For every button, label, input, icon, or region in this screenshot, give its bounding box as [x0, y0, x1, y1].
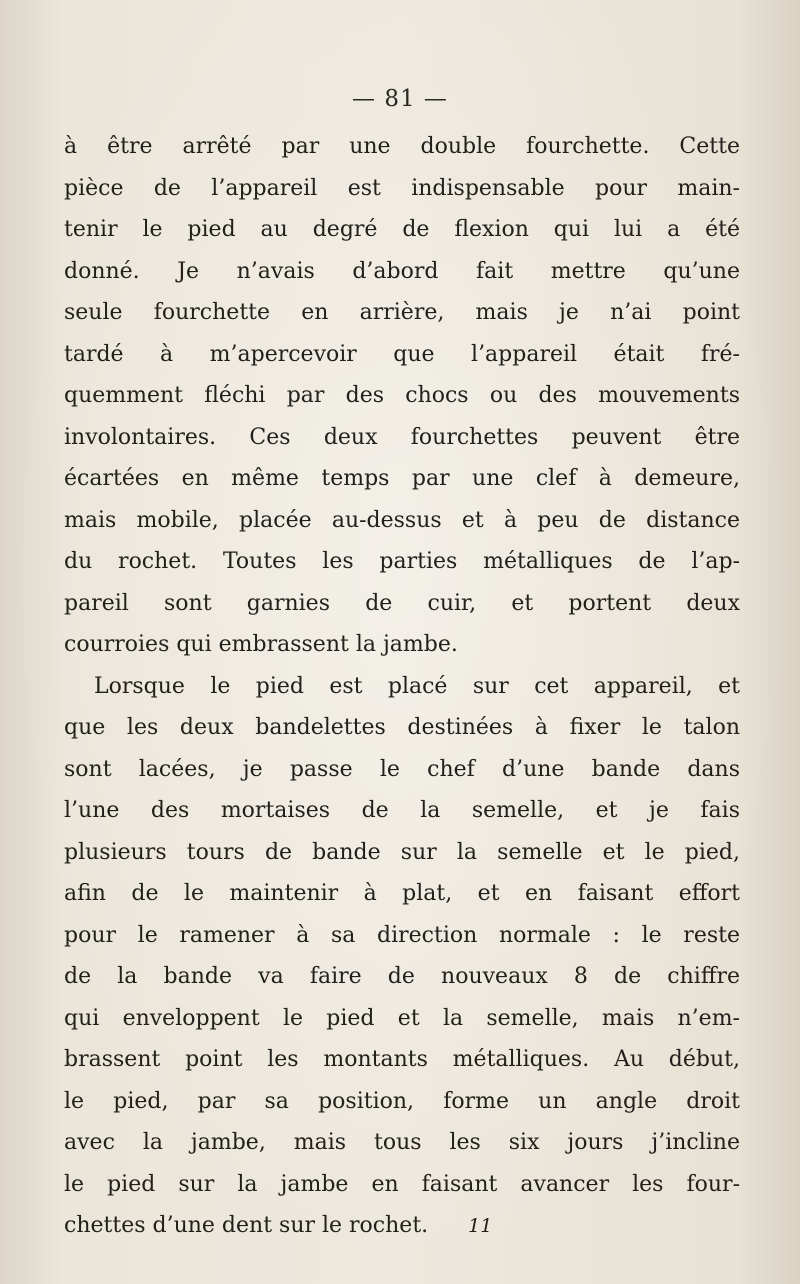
text-line: quemment fléchi par des chocs ou des mouvements [64, 383, 740, 408]
text-line: du rochet. Toutes les parties métalliques de l’ap- [64, 549, 740, 574]
text-line: afin de le maintenir à plat, et en faisant effort [64, 881, 740, 906]
text-line: mais mobile, placée au-dessus et à peu de distance [64, 507, 740, 533]
text-line: de la bande va faire de nouveaux 8 de chiffre [64, 964, 740, 989]
text-line: à être arrêté par une double fourchette. Cette [64, 134, 740, 159]
text-line: avec la jambe, mais tous les six jours j’incline [64, 1130, 740, 1155]
text-line-paragraph-start: Lorsque le pied est placé sur cet appareil, et [94, 673, 740, 699]
page-number: — 81 — [352, 86, 448, 112]
text-line: le pied sur la jambe en faisant avancer les four- [64, 1171, 740, 1197]
text-line: seule fourchette en arrière, mais je n’ai point [64, 300, 740, 325]
text-line: le pied, par sa position, forme un angle droit [64, 1088, 740, 1114]
text-line: brassent point les montants métalliques. Au début, [64, 1047, 740, 1072]
text-line: pareil sont garnies de cuir, et portent deux [64, 590, 740, 616]
text-line: tenir le pied au degré de flexion qui lui a été [64, 217, 740, 242]
text-line: involontaires. Ces deux fourchettes peuvent être [64, 424, 740, 450]
text-line: écartées en même temps par une clef à demeure, [64, 466, 740, 491]
text-line-paragraph-end: courroies qui embrassent la jambe. [64, 632, 458, 657]
final-line-text: chettes d’une dent sur le rochet. [64, 1213, 429, 1238]
text-line: que les deux bandelettes destinées à fixer le talon [64, 715, 740, 740]
body-text [64, 126, 740, 1247]
text-line: pour le ramener à sa direction normale : le reste [64, 922, 740, 948]
text-line-final [64, 1205, 740, 1247]
text-line: sont lacées, je passe le chef d’une bande dans [64, 756, 740, 782]
text-line: plusieurs tours de bande sur la semelle et le pied, [64, 839, 740, 865]
text-line: donné. Je n’avais d’abord fait mettre qu’une [64, 258, 740, 284]
text-line: pièce de l’appareil est indispensable pour main- [64, 175, 740, 201]
catchword: 11 [468, 1215, 493, 1237]
text-line: qui enveloppent le pied et la semelle, mais n’em- [64, 1005, 740, 1031]
text-line: tardé à m’apercevoir que l’appareil était fré- [64, 341, 740, 367]
text-line: l’une des mortaises de la semelle, et je fais [64, 798, 740, 823]
